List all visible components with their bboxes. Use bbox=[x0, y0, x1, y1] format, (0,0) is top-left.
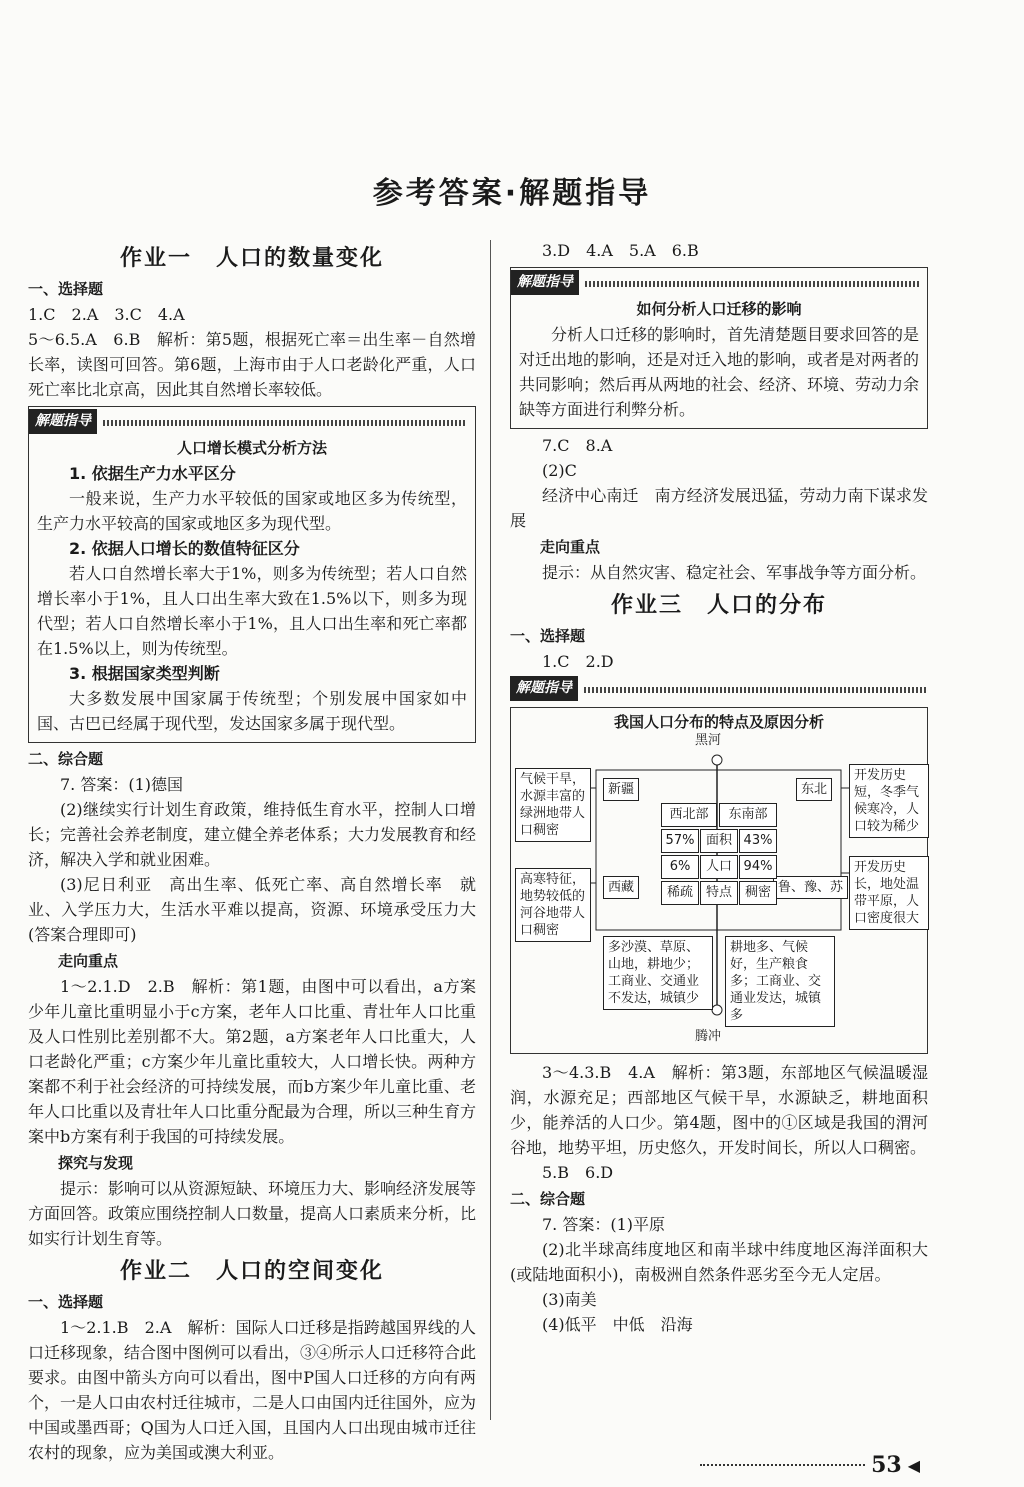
hw3-title: 作业三 人口的分布 bbox=[610, 593, 827, 618]
answer-line: (4)低平 中低 沿海 bbox=[542, 1315, 693, 1334]
dotted-rule bbox=[585, 281, 919, 287]
dotted-rule bbox=[103, 420, 467, 426]
pop-label: 人口 bbox=[700, 855, 738, 879]
answer-line: 1.C 2.A 3.C 4.A bbox=[28, 305, 185, 324]
nw-reason: 多沙漠、草原、山地，耕地少；工商业、交通业不发达，城镇少 bbox=[603, 936, 713, 1010]
focus-heading: 走向重点 bbox=[540, 538, 601, 556]
right-column bbox=[510, 238, 928, 1337]
se-header: 东南部 bbox=[719, 803, 777, 827]
page-number: 53 bbox=[871, 1452, 902, 1478]
luyu-label: 鲁、豫、苏 bbox=[773, 876, 848, 899]
explore-heading: 探究与发现 bbox=[58, 1154, 134, 1172]
nw-feature: 稀疏 bbox=[661, 881, 699, 905]
answer-line: (2)C bbox=[542, 461, 577, 480]
guide-tag: 解题指导 bbox=[510, 676, 578, 701]
xinjiang-note: 气候干旱，水源丰富的绿洲地带人口稠密 bbox=[515, 768, 591, 842]
page-title: 参考答案·解题指导 bbox=[372, 176, 652, 211]
column-divider bbox=[490, 240, 491, 1420]
guide-title: 人口增长模式分析方法 bbox=[176, 439, 327, 457]
population-diagram bbox=[510, 707, 928, 1054]
footer-dots bbox=[700, 1464, 865, 1466]
answer-line: 1～2.1.D 2.B 解析：第1题，由图中可以看出，a方案少年儿童比重明显小于c方案，老年人口比重、青壮年人口比重及人口性别比差别都不大。第2题，a方案老年人口比重大，人口老龄化严重；c方案少年儿童比重较大，人口增长快。两种方案都不利于社会经济的可持续发展，而b方案少年儿童比重、老年人口比重以及青壮年人口比重分配最为合理，所以三种生育方案中b方案有利于我国的可持续发展。 bbox=[28, 977, 477, 1146]
dotted-rule bbox=[584, 687, 928, 693]
xinjiang-label: 新疆 bbox=[603, 778, 639, 801]
dongbei-label: 东北 bbox=[796, 778, 832, 801]
hw2-title: 作业二 人口的空间变化 bbox=[119, 1259, 384, 1284]
guide-tag: 解题指导 bbox=[511, 270, 579, 295]
answer-line: 1.C 2.D bbox=[542, 652, 614, 671]
diagram-title: 我国人口分布的特点及原因分析 bbox=[613, 713, 824, 731]
se-feature: 稠密 bbox=[739, 881, 777, 905]
se-pop: 94% bbox=[739, 855, 777, 879]
guide-text: 分析人口迁移的影响时，首先清楚题目要求回答的是对迁出地的影响，还是对迁入地的影响，或者是对两者的共同影响；然后再从两地的社会、经济、环境、劳动力余缺等方面进行利弊分析。 bbox=[519, 325, 920, 419]
tengchong-label: 腾冲 bbox=[695, 1029, 722, 1044]
guide-box bbox=[510, 267, 928, 429]
guide-title: 如何分析人口迁移的影响 bbox=[636, 300, 802, 318]
answer-line: 7.C 8.A bbox=[542, 436, 613, 455]
xizang-label: 西藏 bbox=[603, 876, 639, 899]
section-comprehensive: 二、综合题 bbox=[28, 750, 104, 768]
se-area: 43% bbox=[739, 829, 777, 853]
answer-line: (2)北半球高纬度地区和南半球中纬度地区海洋面积大(或陆地面积小)，南极洲自然条件恶劣至今无人定居。 bbox=[510, 1240, 928, 1284]
nw-area: 57% bbox=[661, 829, 699, 853]
xizang-note: 高寒特征，地势较低的河谷地带人口稠密 bbox=[515, 868, 591, 942]
nw-pop: 6% bbox=[661, 855, 699, 879]
nw-header: 西北部 bbox=[661, 803, 717, 827]
guide-text: 大多数发展中国家属于传统型；个别发展中国家如中国、古巴已经属于现代型，发达国家多属于现代型。 bbox=[37, 689, 467, 733]
triangle-left-icon: ◀ bbox=[907, 1455, 920, 1475]
guide-box bbox=[28, 406, 476, 743]
guide-text: 一般来说，生产力水平较低的国家或地区多为传统型，生产力水平较高的国家或地区多为现代型。 bbox=[37, 489, 467, 533]
answer-line: 提示：从自然灾害、稳定社会、军事战争等方面分析。 bbox=[542, 563, 927, 582]
section-comprehensive: 二、综合题 bbox=[510, 1190, 586, 1208]
answer-line: 7. 答案：(1)德国 bbox=[60, 775, 184, 794]
guide-heading: 2. 依据人口增长的数值特征区分 bbox=[69, 539, 300, 558]
heihe-label: 黑河 bbox=[695, 733, 722, 748]
section-choice: 一、选择题 bbox=[510, 627, 586, 645]
answer-line: 提示：影响可以从资源短缺、环境压力大、影响经济发展等方面回答。政策应围绕控制人口数量，提高人口素质来分析，比如实行计划生育等。 bbox=[28, 1179, 477, 1248]
feature-label: 特点 bbox=[700, 881, 738, 905]
answer-line: 3.D 4.A 5.A 6.B bbox=[542, 241, 699, 260]
guide-heading: 3. 根据国家类型判断 bbox=[69, 664, 220, 683]
guide-text: 若人口自然增长率大于1%，则多为传统型；若人口自然增长率小于1%，且人口出生率大致在1.5%以下，则多为现代型；若人口自然增长率小于1%，且人口出生率和死亡率都在1.5%以上，则为传统型。 bbox=[37, 564, 467, 658]
answer-line: 3～4.3.B 4.A 解析：第3题，东部地区气候温暖湿润，水源充足；西部地区气候干旱，水源缺乏，耕地面积少，能养活的人口少。第4题，图中的①区域是我国的渭河谷地，地势平坦，历史悠久，开发时间长，所以人口稠密。 bbox=[510, 1063, 928, 1157]
answer-line: 1～2.1.B 2.A 解析：国际人口迁移是指跨越国界线的人口迁移现象，结合图中图例可以看出，③④所示人口迁移符合此要求。由图中箭头方向可以看出，图中P国人口迁移的方向有两个，一是人口由农村迁往城市，二是人口由国内迁往国外，应为中国或墨西哥；Q国为人口迁入国，且国内人口出现由城市迁往农村的现象，应为美国或澳大利亚。 bbox=[28, 1318, 477, 1462]
hw1-title: 作业一 人口的数量变化 bbox=[119, 246, 384, 271]
dongbei-note: 开发历史短，冬季气候寒冷，人口较为稀少 bbox=[849, 764, 929, 838]
se-reason: 耕地多、气候好，生产粮食多；工商业、交通业发达，城镇多 bbox=[725, 936, 835, 1027]
guide-tag: 解题指导 bbox=[29, 409, 97, 434]
left-column bbox=[28, 238, 476, 1465]
area-label: 面积 bbox=[700, 829, 738, 853]
section-choice: 一、选择题 bbox=[28, 1293, 104, 1311]
luyu-note: 开发历史长，地处温带平原，人口密度很大 bbox=[849, 856, 929, 930]
focus-heading: 走向重点 bbox=[58, 952, 119, 970]
page-footer bbox=[700, 1452, 920, 1478]
answer-line: (3)南美 bbox=[542, 1290, 597, 1309]
answer-line: 5～6.5.A 6.B 解析：第5题，根据死亡率＝出生率－自然增长率，读图可回答。第6题，上海市由于人口老龄化严重，人口死亡率比北京高，因此其自然增长率较低。 bbox=[28, 330, 476, 399]
answer-line: 经济中心南迁 南方经济发展迅猛，劳动力南下谋求发展 bbox=[510, 486, 928, 530]
answer-line: 5.B 6.D bbox=[542, 1163, 614, 1182]
section-choice: 一、选择题 bbox=[28, 280, 104, 298]
answer-line: (3)尼日利亚 高出生率、低死亡率、高自然增长率 就业、入学压力大，生活水平难以提高，资源、环境承受压力大(答案合理即可) bbox=[28, 875, 476, 944]
answer-line: (2)继续实行计划生育政策，维持低生育水平，控制人口增长；完善社会养老制度，建立健全养老体系；大力发展教育和经济，解决入学和就业困难。 bbox=[28, 800, 477, 869]
answer-line: 7. 答案：(1)平原 bbox=[542, 1215, 666, 1234]
guide-heading: 1. 依据生产力水平区分 bbox=[69, 464, 236, 483]
